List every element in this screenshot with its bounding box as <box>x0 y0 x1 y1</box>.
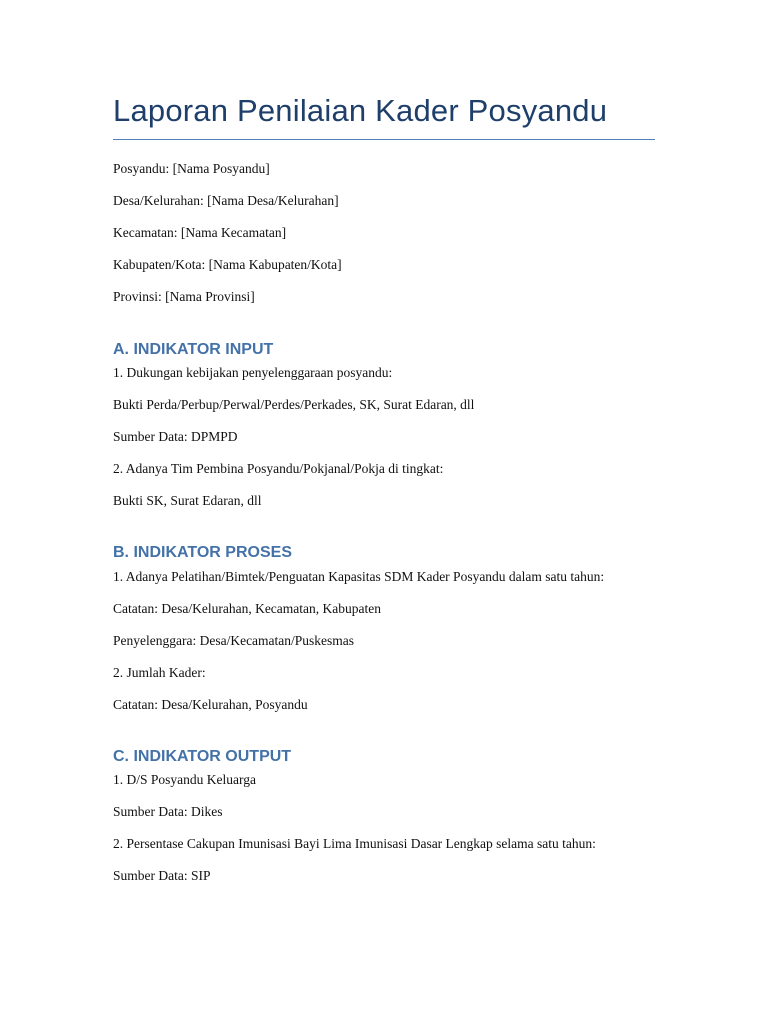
section-input-line: Sumber Data: DPMPD <box>113 429 238 444</box>
section-output-line: 1. D/S Posyandu Keluarga <box>113 772 256 787</box>
section-heading-input: A. INDIKATOR INPUT <box>113 341 274 358</box>
section-output-line: Sumber Data: SIP <box>113 868 211 883</box>
title-underline <box>113 139 655 140</box>
info-kabupaten-kota: Kabupaten/Kota: [Nama Kabupaten/Kota] <box>113 257 342 272</box>
info-desa-kelurahan: Desa/Kelurahan: [Nama Desa/Kelurahan] <box>113 193 339 208</box>
info-provinsi: Provinsi: [Nama Provinsi] <box>113 289 255 304</box>
section-input-line: 1. Dukungan kebijakan penyelenggaraan posyandu: <box>113 365 393 380</box>
section-input-line: Bukti SK, Surat Edaran, dll <box>113 493 262 508</box>
section-proses-line: 1. Adanya Pelatihan/Bimtek/Penguatan Kapasitas SDM Kader Posyandu dalam satu tahun: <box>113 569 605 584</box>
section-output-line: Sumber Data: Dikes <box>113 804 223 819</box>
info-posyandu: Posyandu: [Nama Posyandu] <box>113 161 270 176</box>
document-title: Laporan Penilaian Kader Posyandu <box>113 93 608 128</box>
section-proses-line: Catatan: Desa/Kelurahan, Kecamatan, Kabupaten <box>113 601 382 616</box>
info-kecamatan: Kecamatan: [Nama Kecamatan] <box>113 225 287 240</box>
section-input-line: 2. Adanya Tim Pembina Posyandu/Pokjanal/Pokja di tingkat: <box>113 461 444 476</box>
section-heading-proses: B. INDIKATOR PROSES <box>113 544 292 561</box>
section-heading-output: C. INDIKATOR OUTPUT <box>113 748 292 765</box>
section-proses-line: 2. Jumlah Kader: <box>113 665 206 680</box>
section-proses-line: Penyelenggara: Desa/Kecamatan/Puskesmas <box>113 633 355 648</box>
section-input-line: Bukti Perda/Perbup/Perwal/Perdes/Perkades, SK, Surat Edaran, dll <box>113 397 475 412</box>
section-proses-line: Catatan: Desa/Kelurahan, Posyandu <box>113 697 308 712</box>
section-output-line: 2. Persentase Cakupan Imunisasi Bayi Lima Imunisasi Dasar Lengkap selama satu tahun: <box>113 836 596 851</box>
